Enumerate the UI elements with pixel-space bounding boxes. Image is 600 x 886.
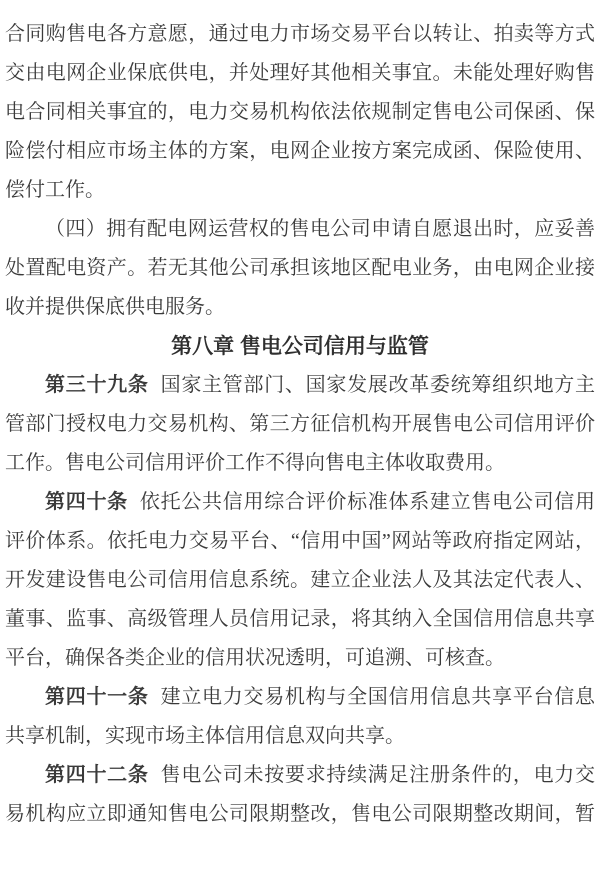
body-line: 处置配电资产。若无其他公司承担该地区配电业务，由电网企业接 (5, 257, 595, 279)
body-line: 电合同相关事宜的，电力交易机构依法依规制定售电公司保函、保 (5, 101, 595, 123)
body-line: 易机构应立即通知售电公司限期整改，售电公司限期整改期间，暂 (5, 803, 595, 825)
body-line: 开发建设售电公司信用信息系统。建立企业法人及其法定代表人、 (5, 569, 595, 591)
body-line: 管部门授权电力交易机构、第三方征信机构开展售电公司信用评价 (5, 413, 595, 435)
body-line: 评价体系。依托电力交易平台、“信用中国”网站等政府指定网站， (5, 530, 595, 552)
article-text: 建立电力交易机构与全国信用信息共享平台信息 (160, 686, 595, 708)
article-line (5, 756, 595, 795)
paragraph-last-line: 共享机制，实现市场主体信用信息双向共享。 (5, 725, 405, 747)
article-number: 第四十条 (45, 491, 128, 513)
article-text: 售电公司未按要求持续满足注册条件的，电力交 (160, 764, 595, 786)
paragraph-last-line: 偿付工作。 (5, 179, 105, 201)
article-number: 第三十九条 (45, 374, 149, 396)
article-number: 第四十一条 (45, 686, 149, 708)
article-line (5, 483, 595, 522)
body-line: 董事、监事、高级管理人员信用记录，将其纳入全国信用信息共享 (5, 608, 595, 630)
article-text: 依托公共信用综合评价标准体系建立售电公司信用 (139, 491, 595, 513)
paragraph-last-line: 平台，确保各类企业的信用状况透明，可追溯、可核查。 (5, 647, 505, 669)
list-item-line: （四）拥有配电网运营权的售电公司申请自愿退出时，应妥善 (45, 218, 595, 240)
body-line: 交由电网企业保底供电，并处理好其他相关事宜。未能处理好购售 (5, 62, 595, 84)
chapter-heading: 第八章 售电公司信用与监管 (171, 335, 429, 358)
paragraph-last-line: 收并提供保底供电服务。 (5, 296, 225, 318)
article-line (5, 678, 595, 717)
paragraph-last-line: 工作。售电公司信用评价工作不得向售电主体收取费用。 (5, 452, 505, 474)
body-line: 险偿付相应市场主体的方案，电网企业按方案完成函、保险使用、 (5, 140, 595, 162)
article-number: 第四十二条 (45, 764, 149, 786)
article-text: 国家主管部门、国家发展改革委统筹组织地方主 (160, 374, 595, 396)
article-line (5, 366, 595, 405)
body-line: 合同购售电各方意愿，通过电力市场交易平台以转让、拍卖等方式 (5, 23, 595, 45)
